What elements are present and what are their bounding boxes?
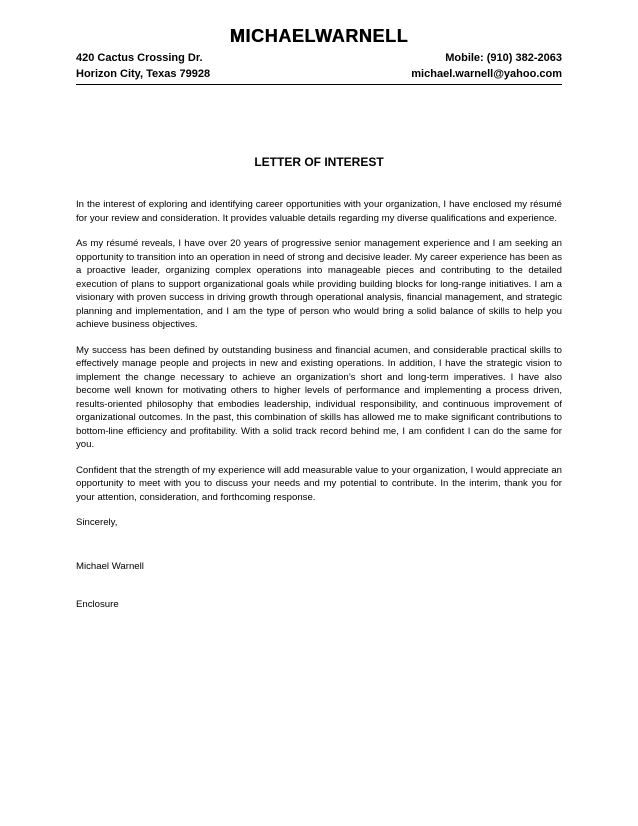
email-address: michael.warnell@yahoo.com [411, 68, 562, 80]
sender-name: MICHAELWARNELL [229, 26, 409, 46]
sender-address [76, 50, 210, 82]
letter-heading: LETTER OF INTEREST [254, 155, 384, 169]
closing-salutation: Sincerely, [76, 517, 118, 528]
signature-name: Michael Warnell [76, 561, 144, 572]
body-paragraph-2: As my résumé reveals, I have over 20 years of progressive senior management experience and I am seeking an opportunity to transition into an operation in need of strong and decisive leader. My career experience has been as a proactive leader, organizing complex operations into manageable pieces and contributing to the detailed execution of plans to support organizational goals while providing building blocks for long-range initiatives. I am a visionary with proven success in driving growth through operational analysis, financial management, and strategic planning and implementation, and I am the type of person who would bring a solid balance of skills to help you achieve business objectives. [76, 238, 562, 330]
letter-body [76, 198, 562, 610]
body-paragraph-3: My success has been defined by outstanding business and financial acumen, and considerable practical skills to effectively manage people and projects in new and existing operations. In addition, I have the strategic vision to implement the change necessary to achieve an organization’s short and long-term imperatives. I have also become well known for motivating others to higher levels of performance and implementing a process driven, results-oriented philosophy that embodies leadership, individual responsibility, and continuous improvement of organizational outcomes. In the past, this combination of skills has allowed me to make significant contributions to bottom-line efficiency and profitability. With a solid track record behind me, I am confident I can do the same for you. [76, 344, 562, 450]
mobile-number: Mobile: (910) 382-2063 [445, 52, 562, 64]
header-divider [76, 84, 562, 85]
body-paragraph-4: Confident that the strength of my experience will add measurable value to your organization, I would appreciate an opportunity to meet with you to discuss your needs and my potential to contribute. In the interim, thank you for your attention, consideration, and forthcoming response. [76, 464, 562, 503]
address-city: Horizon City, Texas 79928 [76, 68, 211, 80]
body-paragraph-1: In the interest of exploring and identifying career opportunities with your organization, I have enclosed my résumé for your review and consideration. It provides valuable details regarding my diverse qualifications and experience. [76, 199, 562, 224]
address-street: 420 Cactus Crossing Dr. [76, 52, 203, 64]
sender-contact [411, 50, 562, 82]
enclosure-note: Enclosure [76, 599, 119, 610]
